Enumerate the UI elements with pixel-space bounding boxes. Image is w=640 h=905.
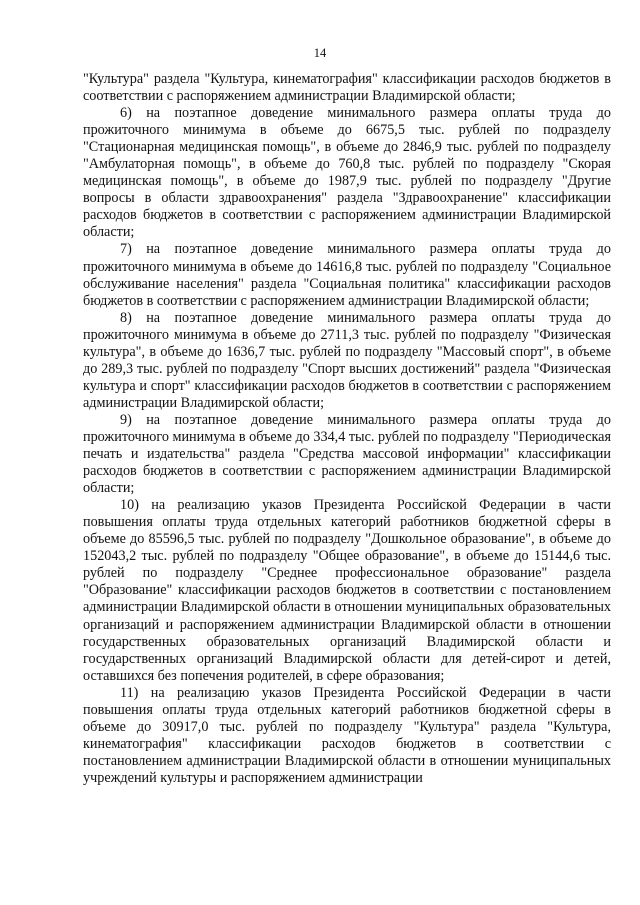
paragraph-item-6: 6) на поэтапное доведение минимального размера оплаты труда до прожиточного минимума в объеме до 6675,5 тыс. рублей по подразделу "Стационарная медицинская помощь", в объеме до 2846,9 тыс. рублей по подразделу "Амбулаторная помощь", в объеме до 760,8 тыс. рублей по подразделу "Скорая медицинская помощь", в объеме до 1987,9 тыс. рублей по подразделу "Другие вопросы в области здравоохранения" раздела "Здравоохранение" классификации расходов бюджетов в соответствии с распоряжением администрации Владимирской области; <box>83 105 611 241</box>
paragraph-item-8: 8) на поэтапное доведение минимального размера оплаты труда до прожиточного минимума в объеме до 2711,3 тыс. рублей по подразделу "Физическая культура", в объеме до 1636,7 тыс. рублей по подразделу "Массовый спорт", в объеме до 289,3 тыс. рублей по подразделу "Спорт высших достижений" раздела "Физическая культура и спорт" классификации расходов бюджетов в соответствии с распоряжением администрации Владимирской области; <box>83 309 611 411</box>
page-number: 14 <box>313 46 327 60</box>
paragraph-item-7: 7) на поэтапное доведение минимального размера оплаты труда до прожиточного минимума в объеме до 14616,8 тыс. рублей по подразделу "Социальное обслуживание населения" раздела "Социальная политика" классификации расходов бюджетов в соответствии с распоряжением администрации Владимирской области; <box>83 241 611 309</box>
paragraph-item-10: 10) на реализацию указов Президента Российской Федерации в части повышения оплаты труда отдельных категорий работников бюджетной сферы в объеме до 85596,5 тыс. рублей по подразделу "Дошкольное образование", в объеме до 152043,2 тыс. рублей по подразделу "Общее образование", в объеме до 15144,6 тыс. рублей по подразделу "Среднее профессиональное образование" раздела "Образование" классификации расходов бюджетов в соответствии с постановлением администрации Владимирской области в отношении муниципальных образовательных организаций и распоряжением администрации Владимирской области в отношении государственных образовательных организаций Владимирской области и государственных организаций Владимирской области для детей-сирот и детей, оставшихся без попечения родителей, в сфере образования; <box>83 497 611 684</box>
paragraph-item-11: 11) на реализацию указов Президента Российской Федерации в части повышения оплаты труда отдельных категорий работников бюджетной сферы в объеме до 30917,0 тыс. рублей по подразделу "Культура" раздела "Культура, кинематография" классификации расходов бюджетов в соответствии с постановлением администрации Владимирской области в отношении муниципальных учреждений культуры и распоряжением администрации <box>83 684 611 786</box>
document-body <box>83 71 611 787</box>
paragraph-item-9: 9) на поэтапное доведение минимального размера оплаты труда до прожиточного минимума в объеме до 334,4 тыс. рублей по подразделу "Периодическая печать и издательства" раздела "Средства массовой информации" классификации расходов бюджетов в соответствии с распоряжением администрации Владимирской области; <box>83 411 611 497</box>
paragraph-continuation: "Культура" раздела "Культура, кинематография" классификации расходов бюджетов в соответствии с распоряжением администрации Владимирской области; <box>83 71 611 105</box>
